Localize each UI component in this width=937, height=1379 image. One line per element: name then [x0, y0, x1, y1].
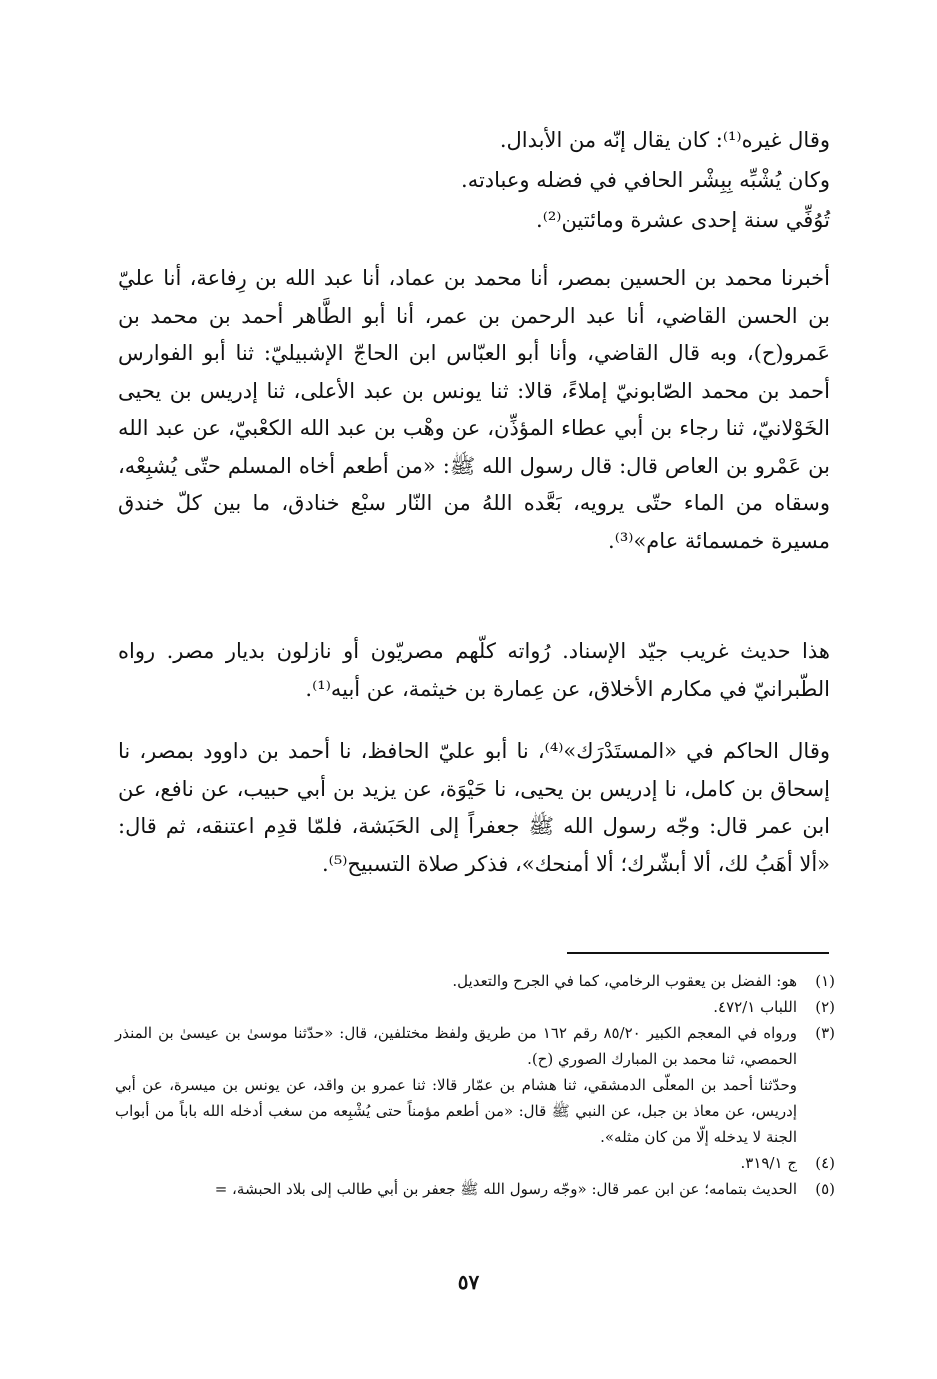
paragraph-hakim: وقال الحاكم في «المستَدْرَك»⁽⁴⁾، نا أبو عليّ الحافظ، نا أحمد بن داوود بمصر، نا إسحاق بن كامل، نا إدريس بن يحيى، نا حَيْوَة، عن يزيد بن أبي حبيب، عن نافع، عن ابن عمر قال: وجّه رسول الله ﷺ جعفراً إلى الحَبَشة، فلمّا قدِم اعتنقه، ثم قال: «ألا أهَبُ لك، ألا أبشّرك؛ ألا أمنحك»، فذكر صلاة التسبيح⁽⁵⁾.	[118, 739, 830, 876]
paragraph-isnad-1: أخبرنا محمد بن الحسين بمصر، أنا محمد بن عماد، أنا عبد الله بن رِفاعة، أنا عليّ بن الحسن القاضي، أنا عبد الرحمن بن عمر، أنا أبو الطَّاهر أحمد بن محمد بن عَمرو(ح)، وبه قال القاضي، وأنا أبو العبّاس ابن الحاجّ الإشبيليّ: ثنا أبو الفوارس أحمد بن محمد الصّابونيّ إملاءً، قالا: ثنا يونس بن عبد الأعلى، ثنا إدريس بن يحيى الخَوْلانيّ، ثنا رجاء بن أبي عطاء المؤذِّن، عن وهْب بن عبد الله الكعْبيّ، عن عبد الله بن عَمْرو بن العاص قال: قال رسول الله ﷺ: «من أطعم أخاه المسلم حتّى يُشبِعْه، وسقاه من الماء حتّى يرويه، بَعَّده اللهُ من النّار سبْع خنادق، ما بين كلّ خندق مسيرة خمسمائة عام»⁽³⁾.	[118, 266, 830, 553]
footnote-1	[115, 968, 835, 994]
footnote-text: اللباب ٤٧٢/١.	[713, 998, 797, 1016]
footnote-text: وحدّثنا أحمد بن المعلّى الدمشقي، ثنا هشام بن عمّار قالا: ثنا عمرو بن واقد، عن يونس بن ميسرة، عن أبي إدريس، عن معاذ بن جبل، عن النبي ﷺ قال: «من أطعم مؤمناً حتى يُشْبِعه من سغب أدخله الله باباً من أبواب الجنة لا يدخله إلّا من كان مثله».	[115, 1076, 797, 1146]
footnote-text: هو: الفضل بن يعقوب الرخامي، كما في الجرح والتعديل.	[452, 972, 797, 990]
footnote-text: ورواه في المعجم الكبير ٨٥/٢٠ رقم ١٦٢ من طريق ولفظ مختلفين، قال: «حدّثنا موسىٰ بن عيسىٰ بن المنذر الحمصي، ثنا محمد بن المبارك الصوري (ح).	[115, 1024, 797, 1068]
footnote-3	[115, 1020, 835, 1150]
footnote-number: (٣)	[815, 1024, 835, 1042]
footnote-text: الحديث بتمامه؛ عن ابن عمر قال: «وجّه رسول الله ﷺ جعفر بن أبي طالب إلى بلاد الحبشة، =	[214, 1180, 797, 1198]
footnote-2	[115, 994, 835, 1020]
footnote-number: (٢)	[815, 998, 835, 1016]
page-number: ٥٧	[457, 1270, 480, 1294]
footnote-4	[115, 1150, 835, 1176]
paragraph-grading: هذا حديث غريب جيّد الإسناد. رُواته كلّهم مصريّون أو نازلون بديار مصر. رواه الطّبرانيّ في مكارم الأخلاق، عن عِمارة بن خيثمة، عن أبيه⁽¹⁾.	[118, 639, 830, 701]
intro-lines	[118, 120, 830, 240]
footnote-number: (٤)	[815, 1154, 835, 1172]
footnote-text: ج ٣١٩/١.	[740, 1154, 797, 1172]
footnote-5	[115, 1176, 835, 1202]
footnote-number: (١)	[815, 972, 835, 990]
footnote-number: (٥)	[815, 1180, 835, 1198]
intro-line-1: وقال غيره⁽¹⁾: كان يقال إنّه من الأبدال.	[499, 128, 830, 152]
footnotes	[115, 968, 835, 1202]
intro-line-3: تُوُفِّي سنة إحدى عشرة ومائتين⁽²⁾.	[536, 208, 830, 232]
footnote-divider	[567, 952, 829, 954]
intro-line-2: وكان يُشْبِّه بِبِشْر الحافي في فضله وعبادته.	[461, 168, 830, 192]
